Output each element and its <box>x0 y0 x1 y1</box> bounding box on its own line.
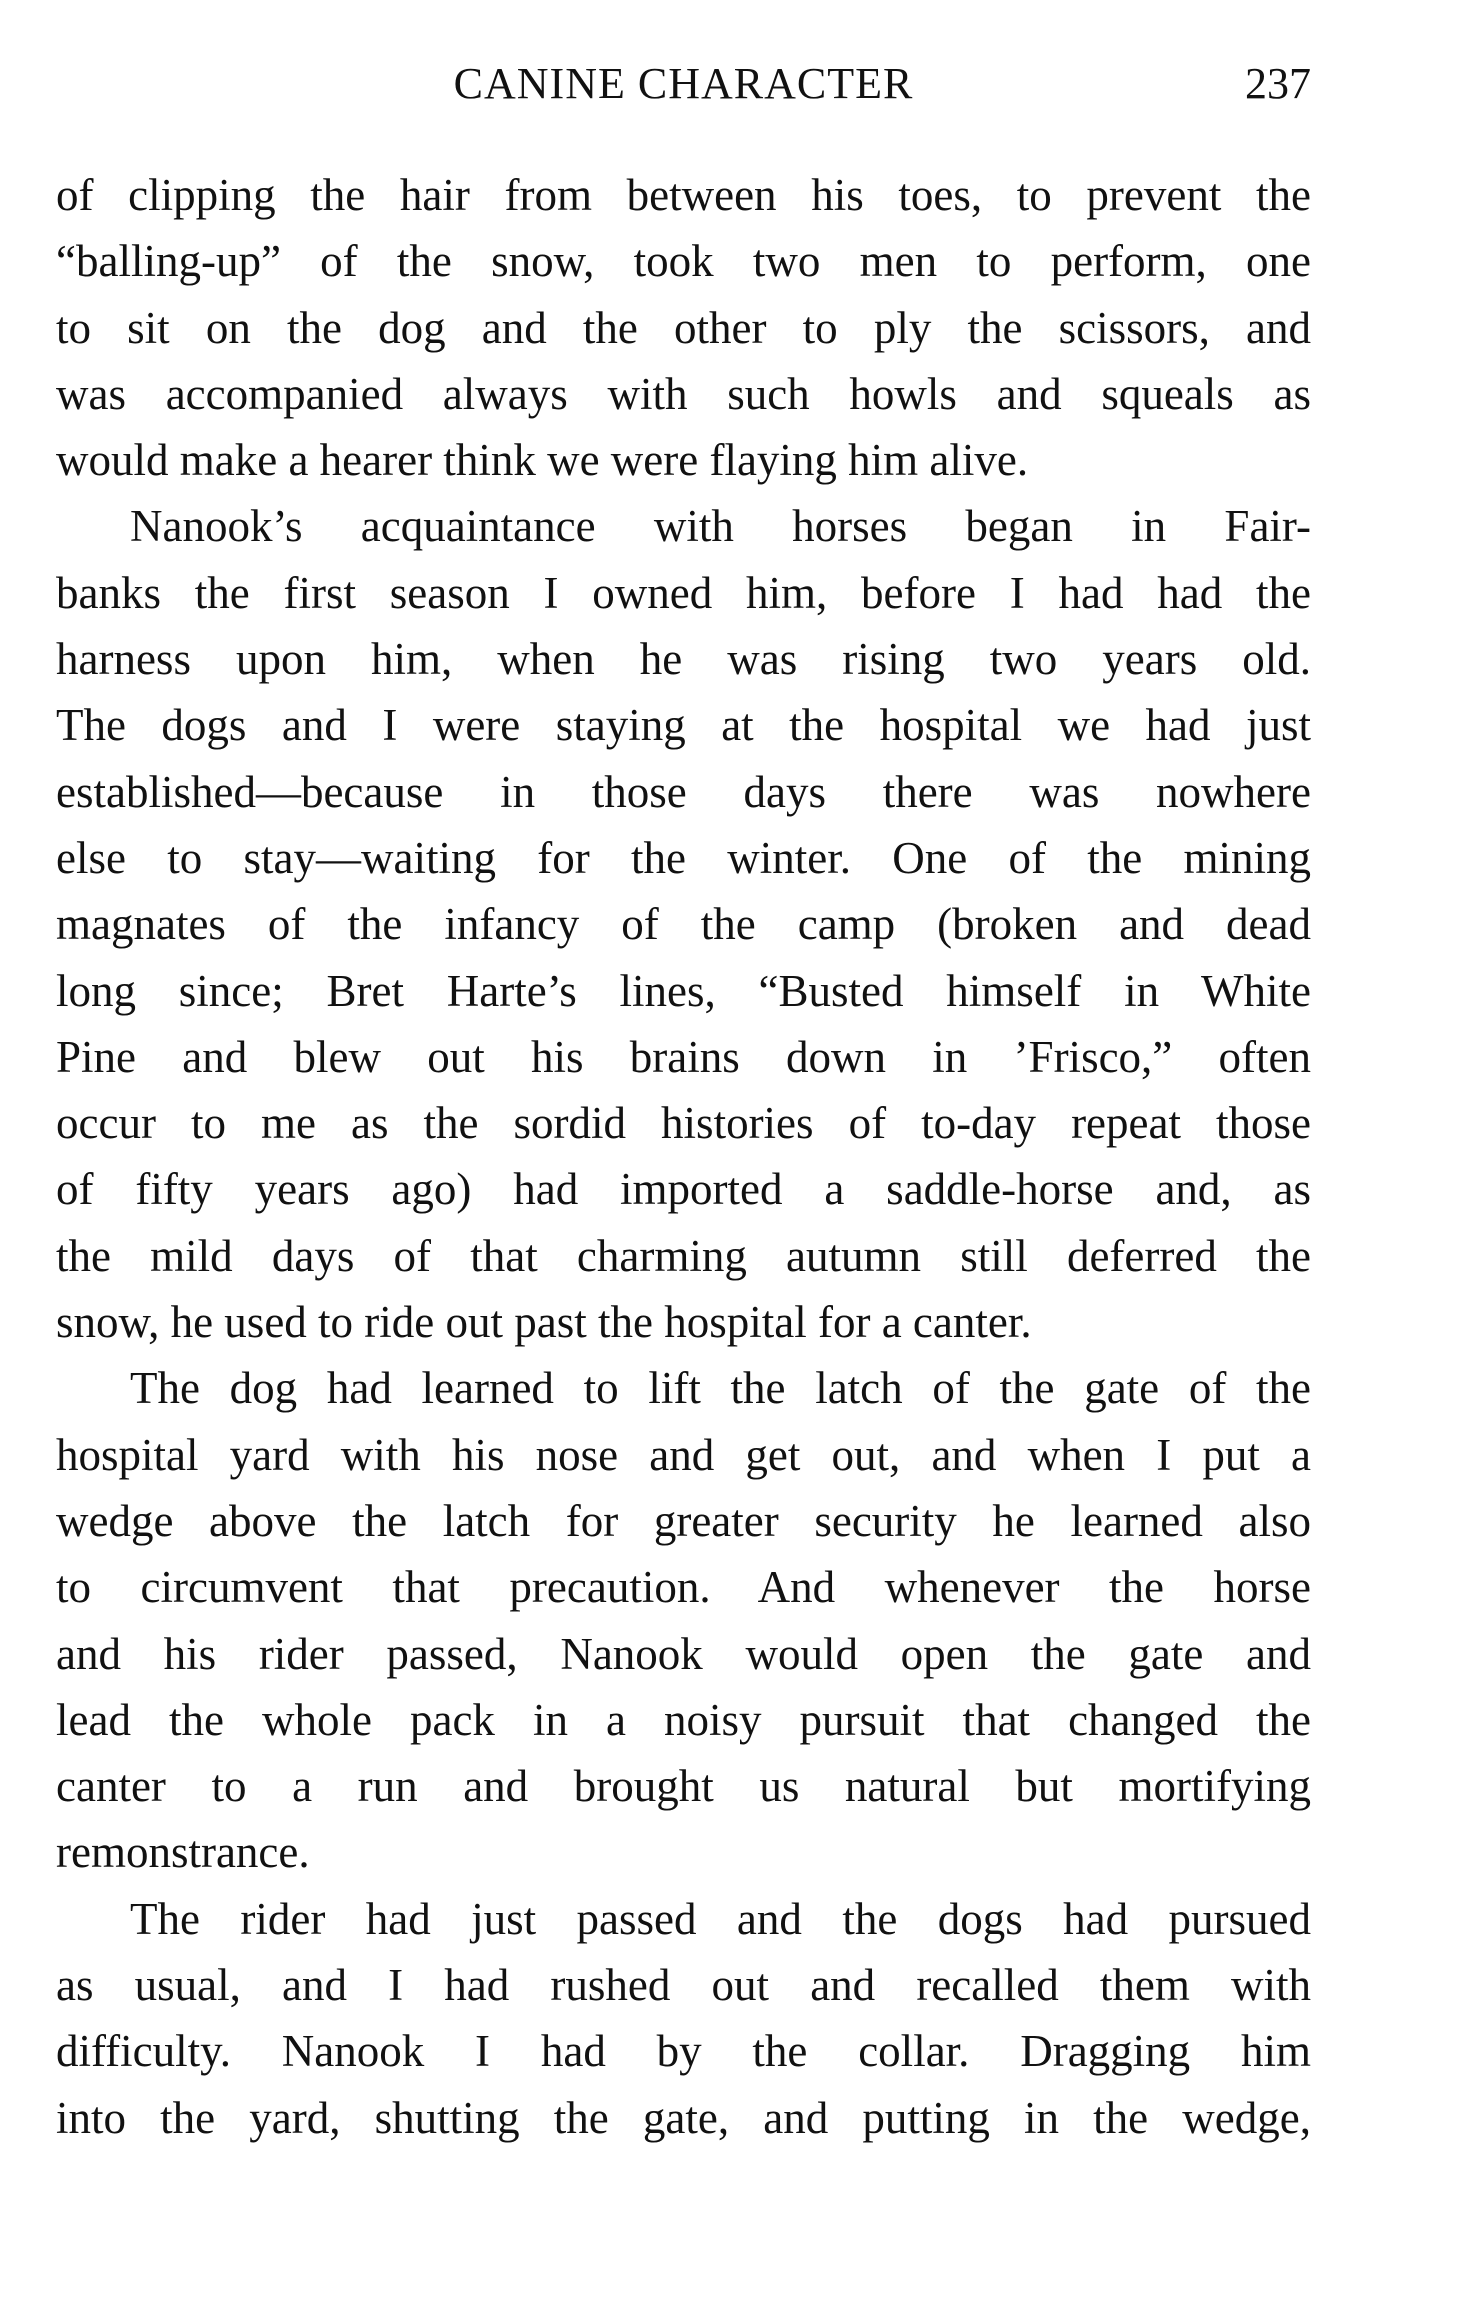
text-line: was accompanied always with such howls and squeals as <box>56 368 1311 419</box>
text-line: established—because in those days there was nowhere <box>56 766 1311 817</box>
text-line: The rider had just passed and the dogs had pursued <box>130 1893 1311 1944</box>
text-line: to circumvent that precaution. And whenever the horse <box>56 1562 1311 1613</box>
text-line: canter to a run and brought us natural but mortifying <box>56 1761 1311 1812</box>
text-line: else to stay—waiting for the winter. One of the mining <box>56 832 1311 883</box>
text-line: difficulty. Nanook I had by the collar. Dragging him <box>56 2026 1311 2077</box>
body-text <box>56 162 1311 2151</box>
text-line: to sit on the dog and the other to ply the scissors, and <box>56 302 1311 353</box>
text-line: Pine and blew out his brains down in ’Frisco,” often <box>56 1031 1311 1082</box>
text-line: would make a hearer think we were flaying him alive. <box>56 435 1029 486</box>
text-line: banks the first season I owned him, before I had had the <box>56 567 1311 618</box>
text-line: of clipping the hair from between his toes, to prevent the <box>56 170 1311 220</box>
text-line: the mild days of that charming autumn still deferred the <box>56 1230 1311 1281</box>
text-line: as usual, and I had rushed out and recalled them with <box>56 1960 1311 2011</box>
text-line: The dogs and I were staying at the hospital we had just <box>56 700 1311 751</box>
text-line: Nanook’s acquaintance with horses began in Fair- <box>130 501 1311 552</box>
text-line: The dog had learned to lift the latch of the gate of the <box>130 1363 1311 1414</box>
page-number: 237 <box>1245 59 1311 108</box>
text-line: and his rider passed, Nanook would open the gate and <box>56 1628 1311 1679</box>
text-line: wedge above the latch for greater security he learned also <box>56 1495 1311 1546</box>
text-line: long since; Bret Harte’s lines, “Busted himself in White <box>56 965 1311 1016</box>
text-line: “balling-up” of the snow, took two men to perform, one <box>56 236 1311 287</box>
text-line: occur to me as the sordid histories of to-day repeat those <box>56 1098 1311 1149</box>
text-line: magnates of the infancy of the camp (broken and dead <box>56 899 1311 950</box>
text-line: lead the whole pack in a noisy pursuit that changed the <box>56 1694 1311 1745</box>
text-line: remonstrance. <box>56 1827 310 1878</box>
text-line: harness upon him, when he was rising two years old. <box>56 634 1311 685</box>
text-line: of fifty years ago) had imported a saddle-horse and, as <box>56 1164 1311 1215</box>
running-title: CANINE CHARACTER <box>453 59 914 108</box>
text-line: into the yard, shutting the gate, and putting in the wedge, <box>56 2092 1311 2143</box>
text-line: hospital yard with his nose and get out, and when I put a <box>56 1429 1311 1480</box>
text-line: snow, he used to ride out past the hospital for a canter. <box>56 1297 1032 1348</box>
page-header <box>56 58 1311 118</box>
